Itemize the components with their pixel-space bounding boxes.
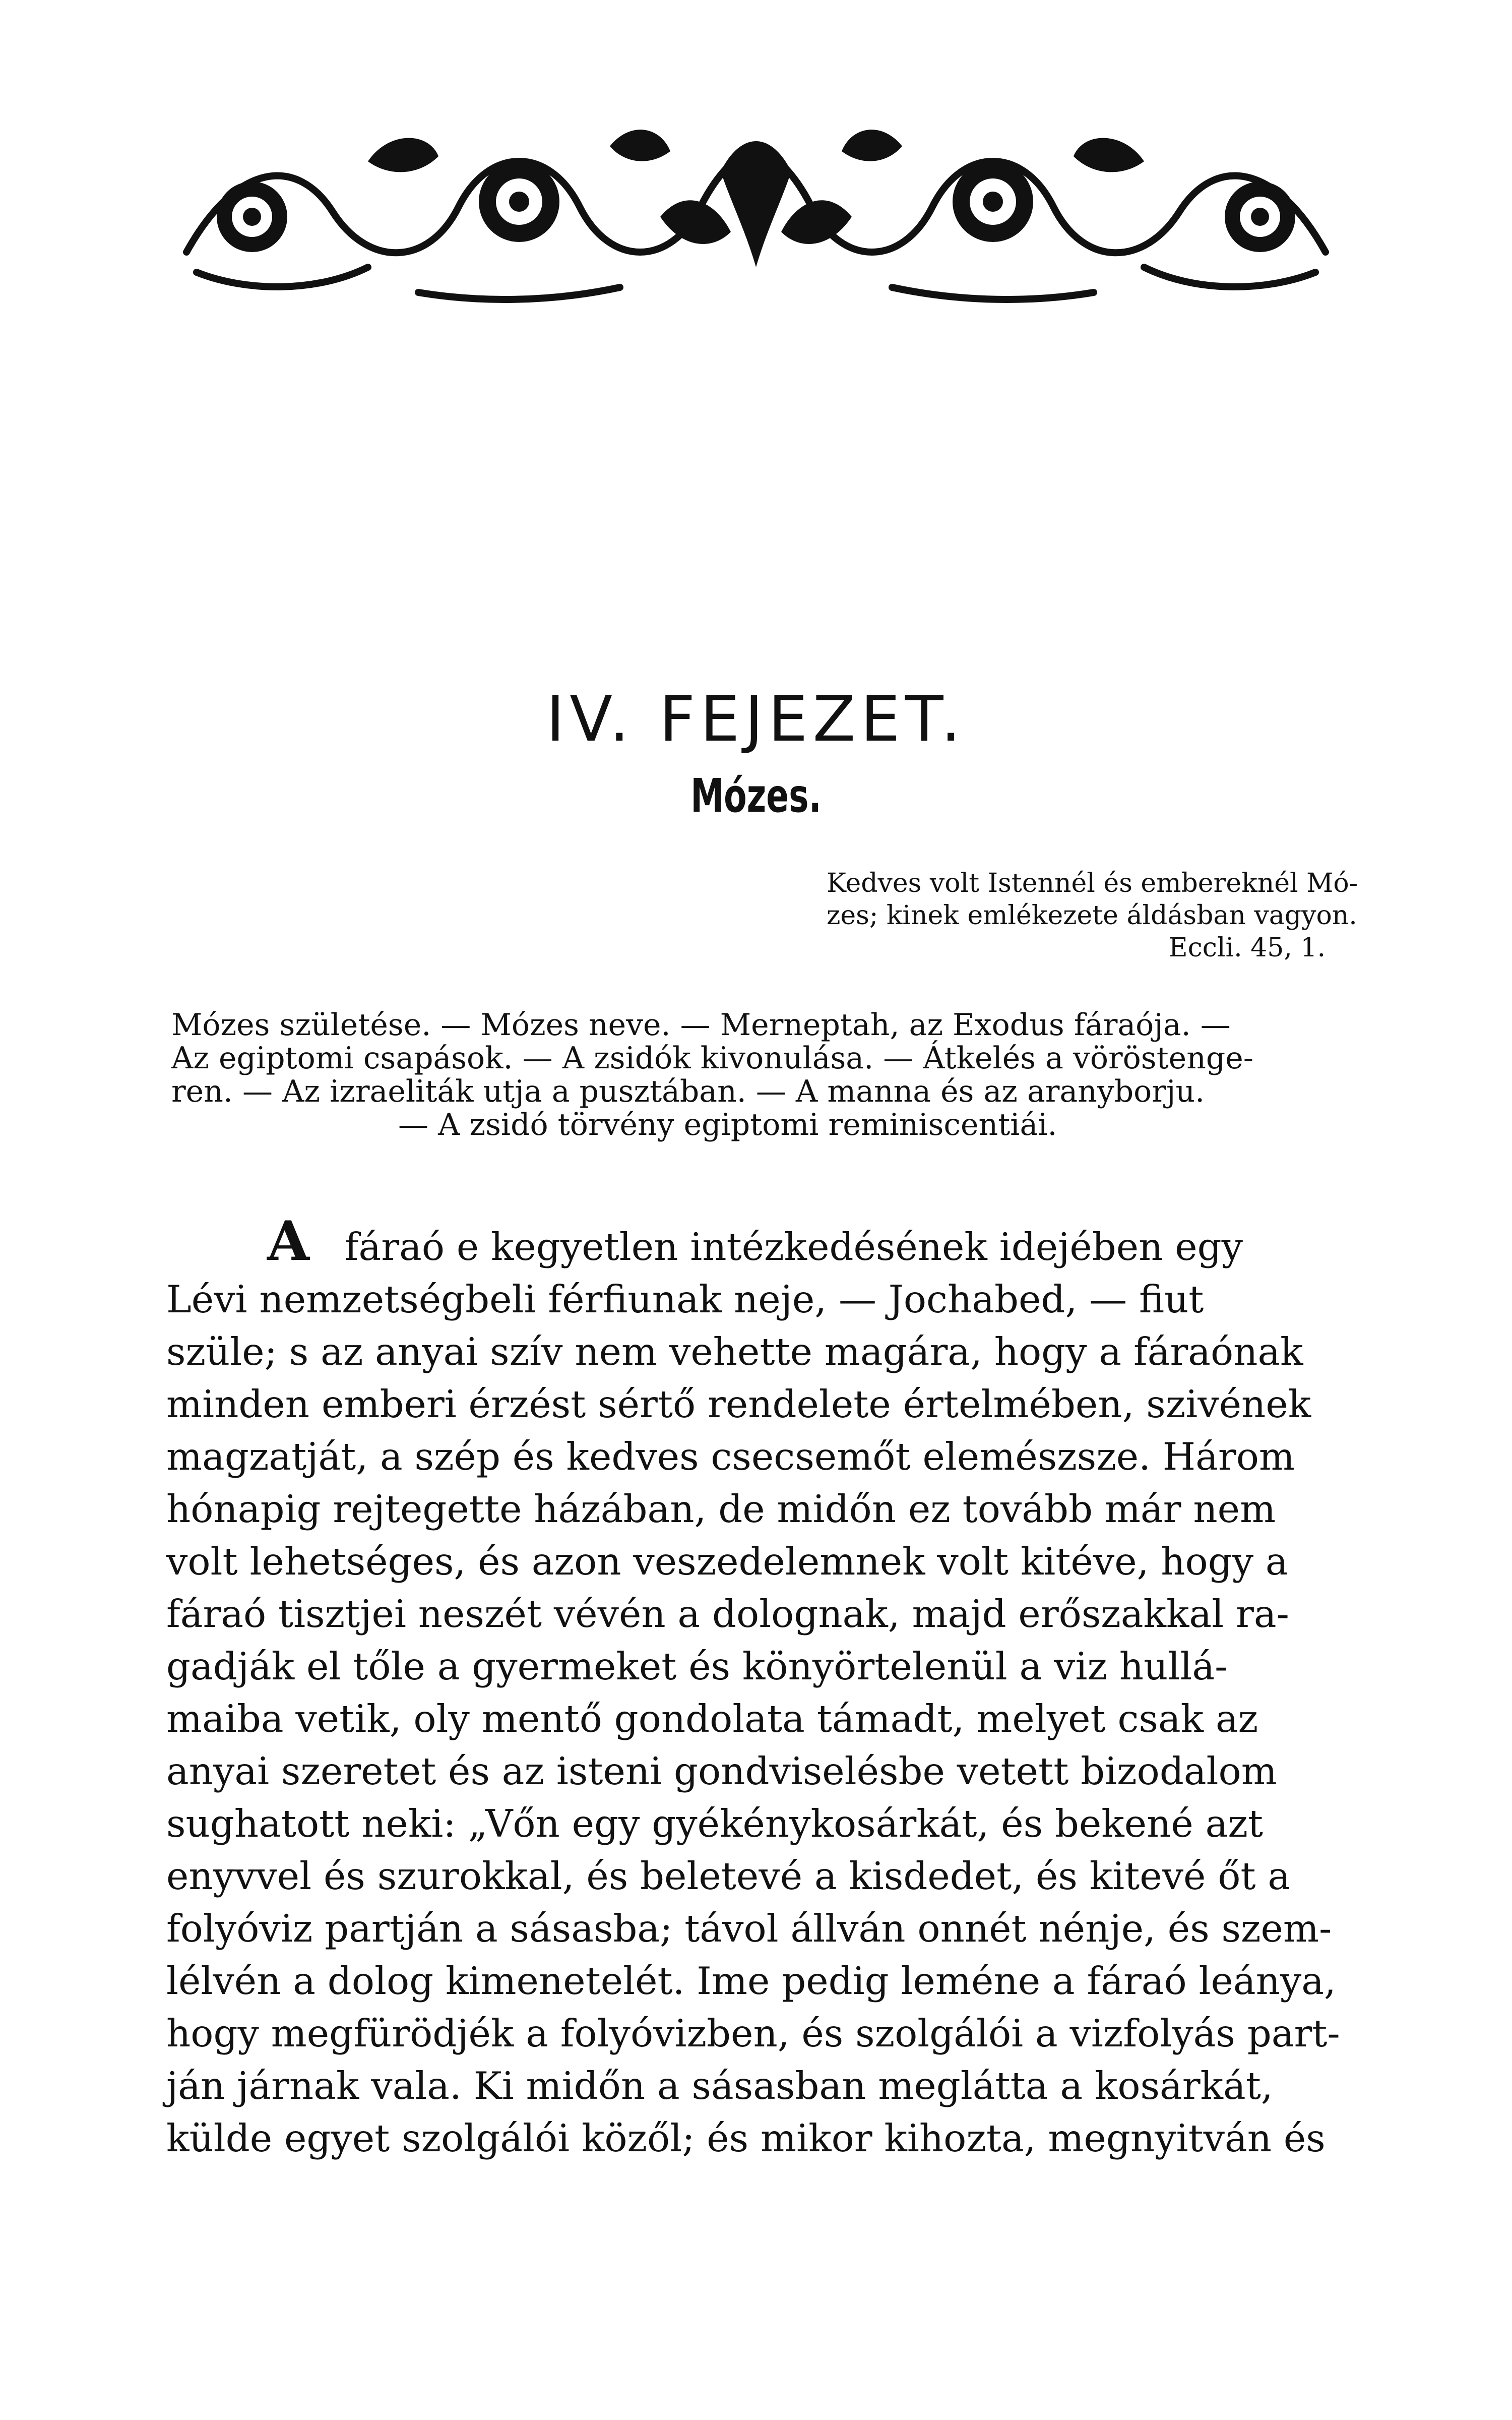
body-line: ján járnak vala. Ki midőn a sásasban meglátta a kosárkát, xyxy=(166,2064,1273,2108)
drop-cap: A xyxy=(267,1209,309,1273)
body-line: sughatott neki: „Vőn egy gyékénykosárkát, és bekené azt xyxy=(166,1801,1264,1846)
chapter-title: IV. FEJEZET. xyxy=(546,683,966,756)
body-line: anyai szeretet és az isteni gondviselésbe vetett bizodalom xyxy=(166,1749,1277,1793)
body-line: külde egyet szolgálói közől; és mikor kihozta, megnyitván és xyxy=(166,2116,1326,2160)
body-line: Lévi nemzetségbeli férfiunak neje, — Jochabed, — fiut xyxy=(166,1277,1204,1321)
body-line: szüle; s az anyai szív nem vehette magára, hogy a fáraónak xyxy=(166,1329,1303,1374)
body-line: fáraó tisztjei neszét vévén a dolognak, majd erőszakkal ra- xyxy=(166,1592,1289,1636)
body-line: folyóviz partján a sásasba; távol állván onnét nénje, és szem- xyxy=(166,1906,1332,1951)
decorative-headpiece-ornament xyxy=(166,101,1346,308)
summary-line: Az egiptomi csapások. — A zsidók kivonulása. — Átkelés a vöröstenge- xyxy=(171,1041,1254,1076)
epigraph-reference: Eccli. 45, 1. xyxy=(1168,933,1326,963)
body-line-first xyxy=(166,1209,1361,1273)
body-line: minden emberi érzést sértő rendelete értelmében, szivének xyxy=(166,1382,1311,1426)
chapter-summary xyxy=(171,1008,1341,1141)
chapter-subtitle: Mózes. xyxy=(690,769,822,823)
body-line: gadják el tőle a gyermeket és könyörtelenül a viz hullá- xyxy=(166,1644,1228,1688)
summary-line: Mózes születése. — Mózes neve. — Merneptah, az Exodus fáraója. — xyxy=(171,1007,1231,1043)
body-line: enyvvel és szurokkal, és beletevé a kisdedet, és kitevé őt a xyxy=(166,1854,1291,1898)
body-line: magzatját, a szép és kedves csecsemőt elemészsze. Három xyxy=(166,1434,1295,1479)
epigraph-line: Kedves volt Istennél és embereknél Mó- xyxy=(827,868,1358,898)
body-line: maiba vetik, oly mentő gondolata támadt, melyet csak az xyxy=(166,1697,1258,1741)
body-line: lélvén a dolog kimenetelét. Ime pedig leméne a fáraó leánya, xyxy=(166,1959,1336,2003)
summary-line: ren. — Az izraeliták utja a pusztában. — A manna és az aranyborju. xyxy=(171,1074,1205,1109)
body-line: hónapig rejtegette házában, de midőn ez tovább már nem xyxy=(166,1487,1276,1531)
epigraph xyxy=(827,867,1358,964)
body-line: hogy megfürödjék a folyóvizben, és szolgálói a vizfolyás part- xyxy=(166,2011,1340,2055)
body-line: volt lehetséges, és azon veszedelemnek volt kitéve, hogy a xyxy=(166,1539,1288,1584)
body-text xyxy=(166,1209,1361,2164)
epigraph-line: zes; kinek emlékezete áldásban vagyon. xyxy=(827,900,1357,931)
summary-line: — A zsidó törvény egiptomi reminiscentiái. xyxy=(398,1107,1057,1142)
first-line-text: fáraó e kegyetlen intézkedésének idejében egy xyxy=(344,1225,1243,1269)
